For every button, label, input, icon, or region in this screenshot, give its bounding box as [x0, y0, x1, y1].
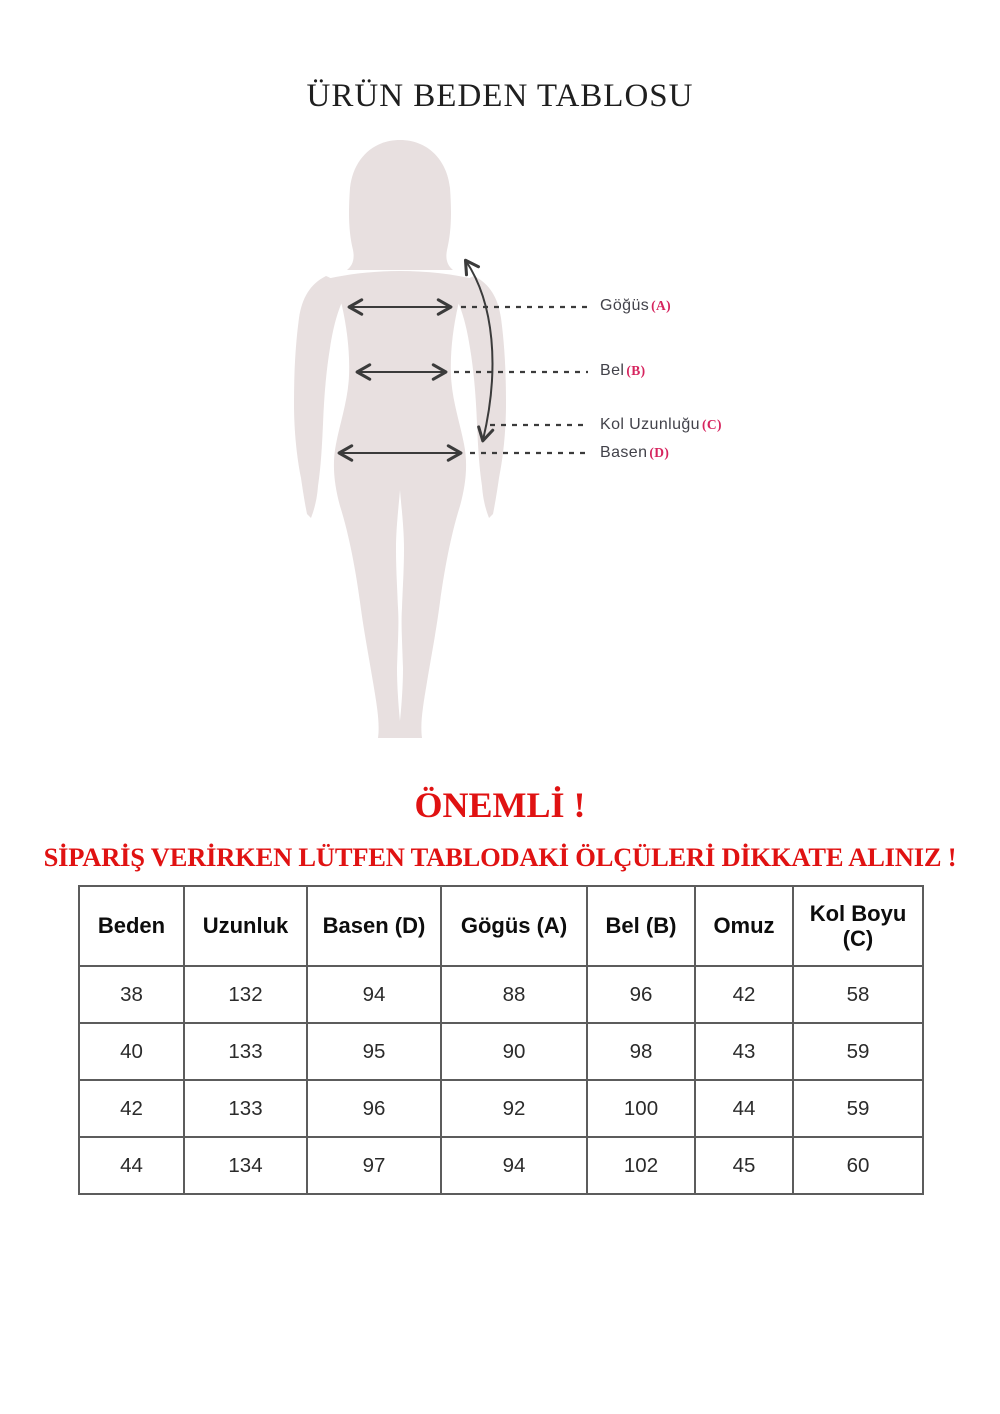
cell-uzunluk: 134	[184, 1137, 307, 1194]
cell-kol-boyu: 60	[793, 1137, 923, 1194]
label-gogus-text: Göğüs	[600, 297, 650, 314]
order-warning-text: SİPARİŞ VERİRKEN LÜTFEN TABLODAKİ ÖLÇÜLERİ DİKKATE ALINIZ !	[43, 842, 957, 872]
label-bel-letter: (B)	[626, 363, 646, 378]
silhouette-head	[347, 140, 453, 270]
cell-basen: 94	[307, 966, 441, 1023]
column-header-kol-boyu: Kol Boyu (C)	[793, 886, 923, 966]
column-header-uzunluk: Uzunluk	[184, 886, 307, 966]
cell-kol-boyu: 58	[793, 966, 923, 1023]
cell-uzunluk: 133	[184, 1080, 307, 1137]
size-row-44	[79, 1137, 923, 1194]
cell-beden: 40	[79, 1023, 184, 1080]
size-row-40	[79, 1023, 923, 1080]
label-basen	[600, 445, 669, 461]
cell-uzunluk: 132	[184, 966, 307, 1023]
cell-bel: 98	[587, 1023, 695, 1080]
cell-beden: 38	[79, 966, 184, 1023]
column-header-bel: Bel (B)	[587, 886, 695, 966]
body-measurement-diagram	[0, 128, 1000, 768]
label-kol-uzunlugu-letter: (C)	[701, 417, 722, 432]
size-row-42	[79, 1080, 923, 1137]
label-basen-letter: (D)	[649, 445, 670, 460]
label-gogus	[600, 298, 671, 314]
cell-bel: 96	[587, 966, 695, 1023]
cell-basen: 96	[307, 1080, 441, 1137]
cell-kol-boyu: 59	[793, 1080, 923, 1137]
cell-omuz: 45	[695, 1137, 793, 1194]
size-table	[78, 885, 924, 1195]
cell-basen: 95	[307, 1023, 441, 1080]
label-basen-text: Basen	[600, 444, 648, 461]
cell-gogus: 88	[441, 966, 587, 1023]
label-bel	[600, 363, 646, 379]
important-heading: ÖNEMLİ !	[414, 785, 586, 825]
cell-omuz: 42	[695, 966, 793, 1023]
cell-beden: 44	[79, 1137, 184, 1194]
label-kol-uzunlugu-text: Kol Uzunluğu	[600, 416, 700, 433]
cell-uzunluk: 133	[184, 1023, 307, 1080]
cell-bel: 102	[587, 1137, 695, 1194]
size-table-header-row	[79, 886, 923, 966]
column-header-omuz: Omuz	[695, 886, 793, 966]
label-gogus-letter: (A)	[651, 298, 672, 313]
cell-kol-boyu: 59	[793, 1023, 923, 1080]
label-bel-text: Bel	[600, 362, 625, 379]
cell-omuz: 44	[695, 1080, 793, 1137]
cell-omuz: 43	[695, 1023, 793, 1080]
page-title: ÜRÜN BEDEN TABLOSU	[306, 78, 694, 114]
column-header-beden: Beden	[79, 886, 184, 966]
female-silhouette	[294, 140, 506, 738]
cell-basen: 97	[307, 1137, 441, 1194]
cell-gogus: 92	[441, 1080, 587, 1137]
column-header-gogus: Gögüs (A)	[441, 886, 587, 966]
cell-gogus: 94	[441, 1137, 587, 1194]
cell-beden: 42	[79, 1080, 184, 1137]
silhouette-torso-legs	[322, 271, 478, 738]
cell-gogus: 90	[441, 1023, 587, 1080]
size-row-38	[79, 966, 923, 1023]
cell-bel: 100	[587, 1080, 695, 1137]
column-header-basen: Basen (D)	[307, 886, 441, 966]
label-kol-uzunlugu	[600, 417, 722, 433]
